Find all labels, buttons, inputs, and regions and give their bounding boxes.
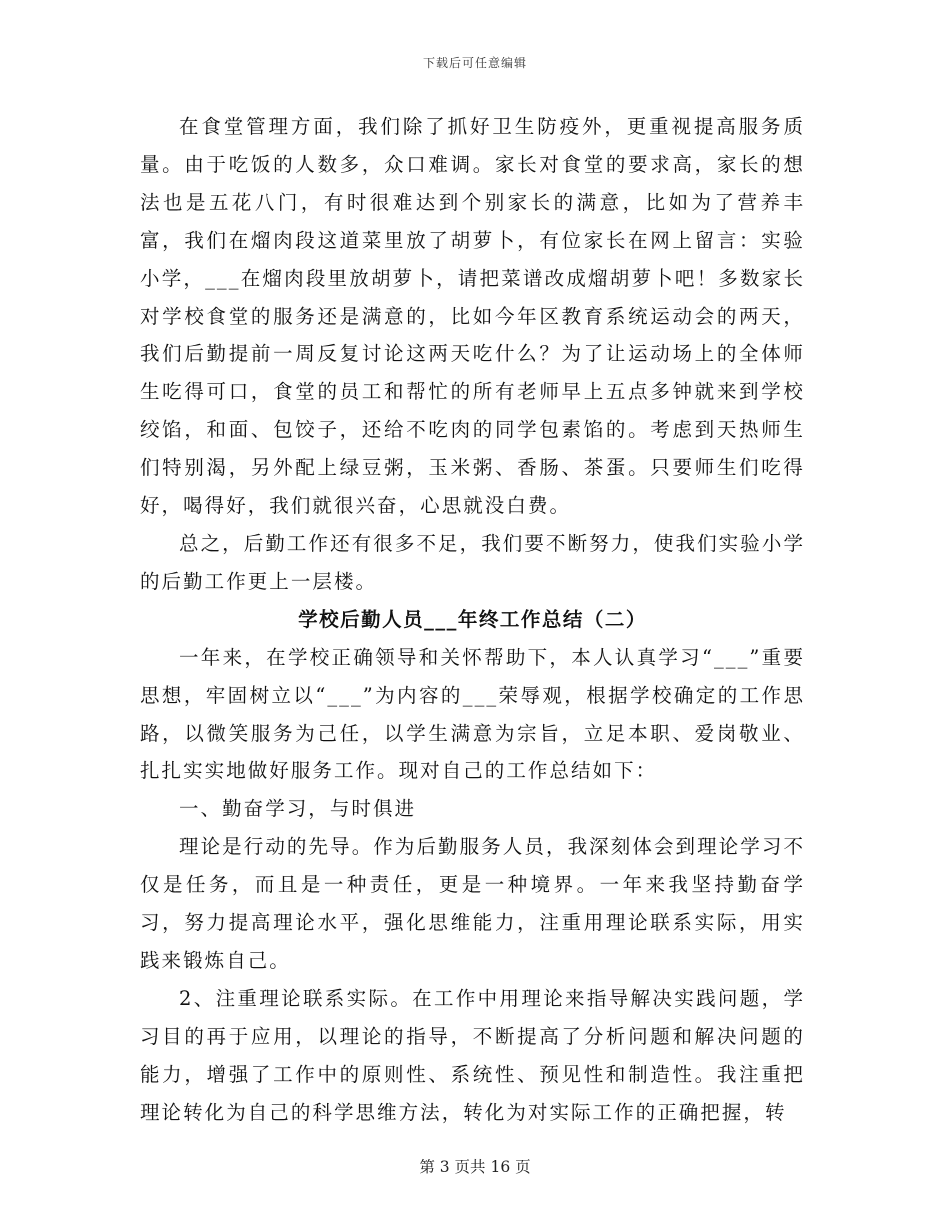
section-heading-study: 一、勤奋学习，与时俱进 bbox=[179, 797, 417, 821]
body-paragraph-practice: 2、注重理论联系实际。在工作中用理论来指导解决实践问题，学习目的再于应用，以理论的指导，不断提高了分析问题和解决问题的能力，增强了工作中的原则性、系统性、预见性和制造性。我注重把理论转化为自己的科学思维方法，转化为对实际工作的正确把握，转 bbox=[140, 986, 805, 1124]
body-paragraph-theory: 理论是行动的先导。作为后勤服务人员，我深刻体会到理论学习不仅是任务，而且是一种责任，更是一种境界。一年来我坚持勤奋学习，努力提高理论水平，强化思维能力，注重用理论联系实际，用实践来锻炼自己。 bbox=[140, 835, 805, 972]
body-paragraph-conclusion: 总之，后勤工作还有很多不足，我们要不断努力，使我们实验小学的后勤工作更上一层楼。 bbox=[140, 531, 805, 593]
body-paragraph-intro: 一年来，在学校正确领导和关怀帮助下，本人认真学习“___”重要思想，牢固树立以“___”为内容的___荣辱观，根据学校确定的工作思路，以微笑服务为己任，以学生满意为宗旨，立足本职、爱岗敬业、扎扎实实地做好服务工作。现对自己的工作总结如下： bbox=[140, 645, 805, 783]
body-paragraph-canteen: 在食堂管理方面，我们除了抓好卫生防疫外，更重视提高服务质量。由于吃饭的人数多，众口难调。家长对食堂的要求高，家长的想法也是五花八门，有时很难达到个别家长的满意，比如为了营养丰富，我们在熘肉段这道菜里放了胡萝卜，有位家长在网上留言：实验小学，___在熘肉段里放胡萝卜，请把菜谱改成熘胡萝卜吧！多数家长对学校食堂的服务还是满意的，比如今年区教育系统运动会的两天，我们后勤提前一周反复讨论这两天吃什么？为了让运动场上的全体师生吃得可口，食堂的员工和帮忙的所有老师早上五点多钟就来到学校绞馅，和面、包饺子，还给不吃肉的同学包素馅的。考虑到天热师生们特别渴，另外配上绿豆粥，玉米粥、香肠、茶蛋。只要师生们吃得好，喝得好，我们就很兴奋，心思就没白费。 bbox=[140, 115, 805, 518]
page-header: 下载后可任意编辑 bbox=[422, 56, 527, 70]
page-footer: 第 3 页共 16 页 bbox=[419, 1158, 531, 1176]
section-title: 学校后勤人员___年终工作总结（二） bbox=[298, 607, 647, 631]
document-body bbox=[140, 108, 805, 1131]
